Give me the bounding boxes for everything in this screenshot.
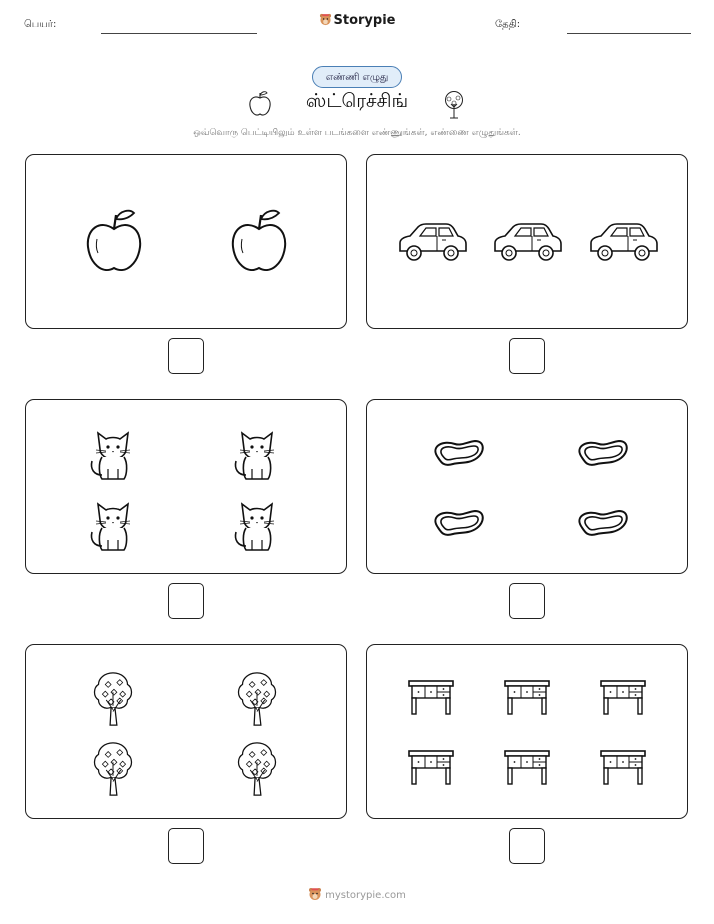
counting-panel-desks [366,644,688,819]
desk-icon [407,678,455,716]
desk-icon [599,748,647,786]
name-line[interactable] [101,33,257,34]
tree-icon [441,90,467,120]
brand-logo [0,13,714,28]
desk-icon [599,678,647,716]
desk-icon [407,748,455,786]
activity-tag: எண்ணி எழுது [312,66,402,88]
cat-icon [232,425,282,481]
rubber-band-icon [573,436,629,470]
desk-icon [503,748,551,786]
apple-icon [229,209,289,275]
date-label: தேதி: [495,19,521,30]
cat-icon [88,496,138,552]
car-icon [396,221,468,263]
brand-name: Storypie [333,13,396,28]
counting-panel-cats [25,399,347,574]
footer [0,887,714,901]
counting-panel-rubber-bands [366,399,688,574]
rubber-band-icon [429,436,485,470]
cat-icon [88,425,138,481]
worksheet-title: ஸ்ட்ரெச்சிங் [305,90,409,112]
car-icon [491,221,563,263]
tree-icon [234,669,280,727]
instructions: ஒவ்வொரு பெட்டியிலும் உள்ள படங்களை எண்ணுங்கள், எண்ணை எழுதுங்கள். [193,128,521,138]
car-icon [587,221,659,263]
desk-icon [503,678,551,716]
cat-icon [232,496,282,552]
counting-panel-trees [25,644,347,819]
bear-icon [308,887,322,901]
answer-box-trees[interactable] [168,828,204,864]
apple-icon [84,209,144,275]
rubber-band-icon [573,506,629,540]
counting-panel-cars [366,154,688,329]
name-label: பெயர்: [24,19,57,30]
counting-panel-apples [25,154,347,329]
tree-icon [90,669,136,727]
answer-box-rubber-bands[interactable] [509,583,545,619]
answer-box-apples[interactable] [168,338,204,374]
bear-icon [319,13,332,26]
answer-box-desks[interactable] [509,828,545,864]
date-line[interactable] [567,33,691,34]
rubber-band-icon [429,506,485,540]
footer-site-link[interactable]: mystorypie.com [325,890,406,901]
answer-box-cars[interactable] [509,338,545,374]
answer-box-cats[interactable] [168,583,204,619]
tree-icon [234,739,280,797]
tree-icon [90,739,136,797]
